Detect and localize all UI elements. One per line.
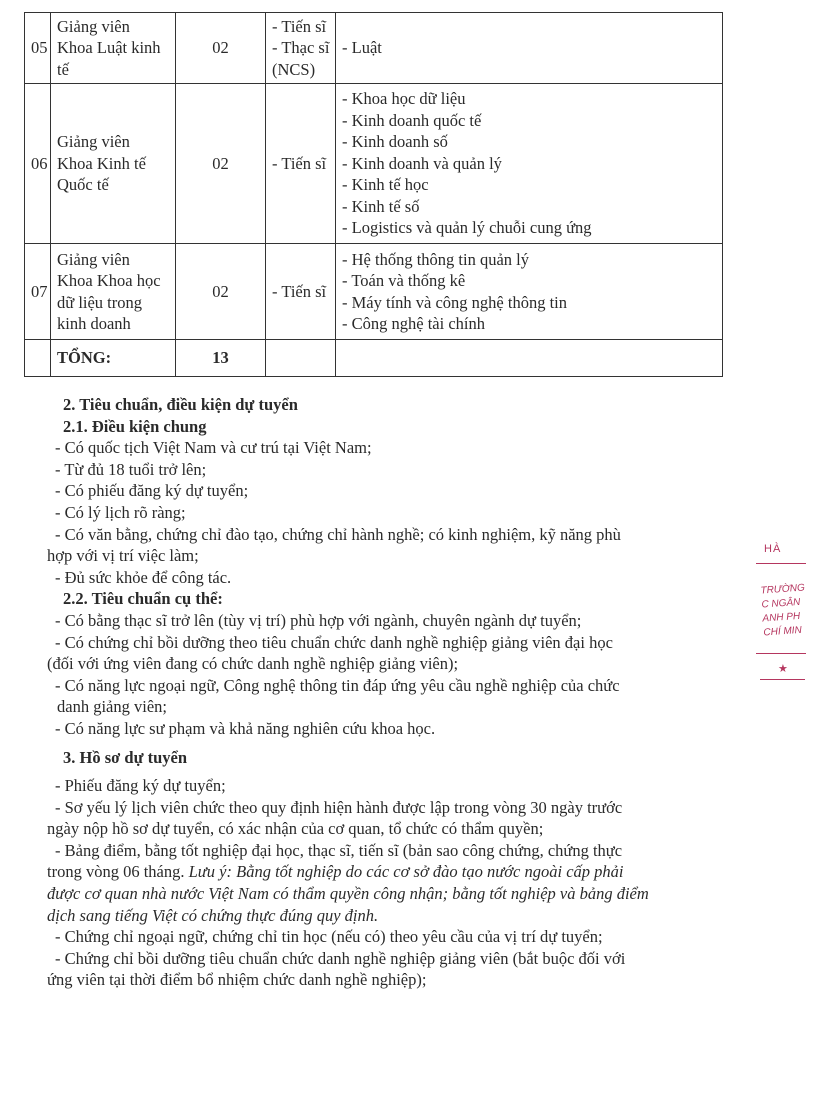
degree-line: - Tiến sĩ [272, 16, 327, 36]
row-number: 06 [25, 84, 51, 244]
major-item: - Kinh doanh và quản lý [342, 153, 502, 173]
note-italic-line: được cơ quan nhà nước Việt Nam có thẩm quyền công nhận; bằng tốt nghiệp và bảng điểm [47, 884, 649, 904]
stamp-top-text: HÀ [764, 543, 782, 555]
stamp-line: ANH PH [762, 610, 801, 625]
quantity-cell: 02 [176, 84, 266, 244]
section-2-1-title: 2.1. Điều kiện chung [63, 416, 207, 436]
document-item: ứng viên tại thời điểm bổ nhiệm chức danh nghề nghiệp); [47, 970, 427, 990]
major-item: - Máy tính và công nghệ thông tin [342, 292, 568, 312]
positions-table [24, 12, 723, 377]
document-item: - Sơ yếu lý lịch viên chức theo quy định hiện hành được lập trong vòng 30 ngày trước [55, 797, 623, 817]
degree-cell [266, 13, 336, 84]
condition-item: hợp với vị trí việc làm; [47, 546, 199, 566]
condition-item: - Có phiếu đăng ký dự tuyển; [55, 481, 249, 501]
criteria-item: - Có năng lực ngoại ngữ, Công nghệ thông tin đáp ứng yêu cầu nghề nghiệp của chức [55, 675, 620, 695]
position-line: Khoa Khoa học [57, 271, 161, 290]
note-italic-line: dịch sang tiếng Việt có chứng thực đúng quy định. [47, 905, 379, 925]
star-icon: ★ [778, 663, 788, 675]
condition-item: - Có quốc tịch Việt Nam và cư trú tại Việt Nam; [55, 438, 372, 458]
major-item: - Toán và thống kê [342, 271, 466, 290]
major-item: - Kinh doanh số [342, 132, 448, 152]
condition-item: - Từ đủ 18 tuổi trở lên; [55, 459, 207, 479]
row-number: 07 [25, 244, 51, 340]
position-line: Giảng viên [57, 249, 130, 269]
stamp-line: CHÍ MIN [763, 624, 803, 639]
degree-line: - Thạc sĩ [272, 38, 330, 58]
degree-line: (NCS) [272, 59, 316, 79]
stamp-line: C NGÂN [761, 596, 801, 611]
position-cell [51, 244, 176, 340]
quantity-cell: 02 [176, 244, 266, 340]
condition-item: - Đủ sức khỏe để công tác. [55, 567, 232, 587]
table-row [25, 84, 723, 244]
total-value: 13 [176, 340, 266, 377]
major-item: - Khoa học dữ liệu [342, 89, 466, 109]
total-row [25, 340, 723, 377]
position-line: Giảng viên [57, 132, 130, 152]
stamp-line: TRƯỜNG [760, 582, 806, 597]
position-line: Quốc tế [57, 175, 109, 195]
degree-cell [266, 244, 336, 340]
document-item: ngày nộp hồ sơ dự tuyển, có xác nhận của cơ quan, tổ chức có thẩm quyền; [47, 819, 544, 839]
position-line: Giảng viên [57, 16, 130, 36]
major-item: - Hệ thống thông tin quản lý [342, 249, 529, 269]
general-conditions-list [47, 437, 715, 588]
specific-criteria-list [47, 610, 715, 740]
major-item: - Kinh tế số [342, 196, 420, 216]
major-item: - Công nghệ tài chính [342, 314, 485, 333]
stamp-text-lines [760, 582, 808, 641]
position-line: kinh doanh [57, 314, 131, 333]
total-label: TỔNG: [51, 340, 176, 377]
section-3-title: 3. Hồ sơ dự tuyển [63, 747, 188, 767]
major-item: - Logistics và quản lý chuỗi cung ứng [342, 218, 592, 238]
criteria-item: - Có chứng chỉ bồi dưỡng theo tiêu chuẩn chức danh nghề nghiệp giảng viên đại học [55, 632, 613, 652]
document-item: - Bảng điểm, bằng tốt nghiệp đại học, thạc sĩ, tiến sĩ (bản sao công chứng, chứng thực [55, 840, 623, 860]
position-line: Khoa Luật kinh [57, 38, 161, 58]
majors-cell [336, 244, 723, 340]
note-line: trong vòng 06 tháng. Lưu ý: Bằng tốt nghiệp do các cơ sở đào tạo nước ngoài cấp phải [47, 862, 624, 882]
application-documents-list-continued [47, 926, 715, 991]
major-item: - Kinh tế học [342, 175, 429, 195]
document-item: - Phiếu đăng ký dự tuyển; [55, 776, 226, 796]
condition-item: - Có văn bằng, chứng chỉ đào tạo, chứng chỉ hành nghề; có kinh nghiệm, kỹ năng phù [55, 524, 621, 544]
major-item: - Luật [342, 38, 382, 58]
red-seal-stamp [756, 533, 816, 713]
criteria-item: (đối với ứng viên đang có chức danh nghề nghiệp giảng viên); [47, 654, 459, 674]
degree-cell [266, 84, 336, 244]
majors-cell [336, 84, 723, 244]
application-documents-list [47, 775, 715, 861]
position-cell [51, 84, 176, 244]
document-body [47, 394, 715, 991]
position-line: dữ liệu trong [57, 292, 143, 312]
criteria-item: danh giảng viên; [57, 697, 167, 717]
document-item: - Chứng chỉ bồi dưỡng tiêu chuẩn chức danh nghề nghiệp giảng viên (bắt buộc đối với [55, 948, 626, 968]
major-item: - Kinh doanh quốc tế [342, 110, 482, 130]
section-2-title: 2. Tiêu chuẩn, điều kiện dự tuyển [63, 395, 298, 414]
table-row [25, 13, 723, 84]
note-italic-lines [47, 883, 715, 926]
degree-line: - Tiến sĩ [272, 281, 327, 301]
majors-cell [336, 13, 723, 84]
position-line: Khoa Kinh tế [57, 153, 146, 173]
criteria-item: - Có bằng thạc sĩ trở lên (tùy vị trí) phù hợp với ngành, chuyên ngành dự tuyển; [55, 610, 582, 630]
document-item: - Chứng chỉ ngoại ngữ, chứng chỉ tin học (nếu có) theo yêu cầu của vị trí dự tuyển; [55, 927, 603, 947]
row-number: 05 [25, 13, 51, 84]
section-2-2-title: 2.2. Tiêu chuẩn cụ thể: [63, 589, 223, 609]
degree-line: - Tiến sĩ [272, 153, 327, 173]
condition-item: - Có lý lịch rõ ràng; [55, 502, 186, 522]
position-line: tế [57, 59, 69, 79]
quantity-cell: 02 [176, 13, 266, 84]
table-row [25, 244, 723, 340]
position-cell [51, 13, 176, 84]
criteria-item: - Có năng lực sư phạm và khả năng nghiên cứu khoa học. [55, 718, 436, 738]
